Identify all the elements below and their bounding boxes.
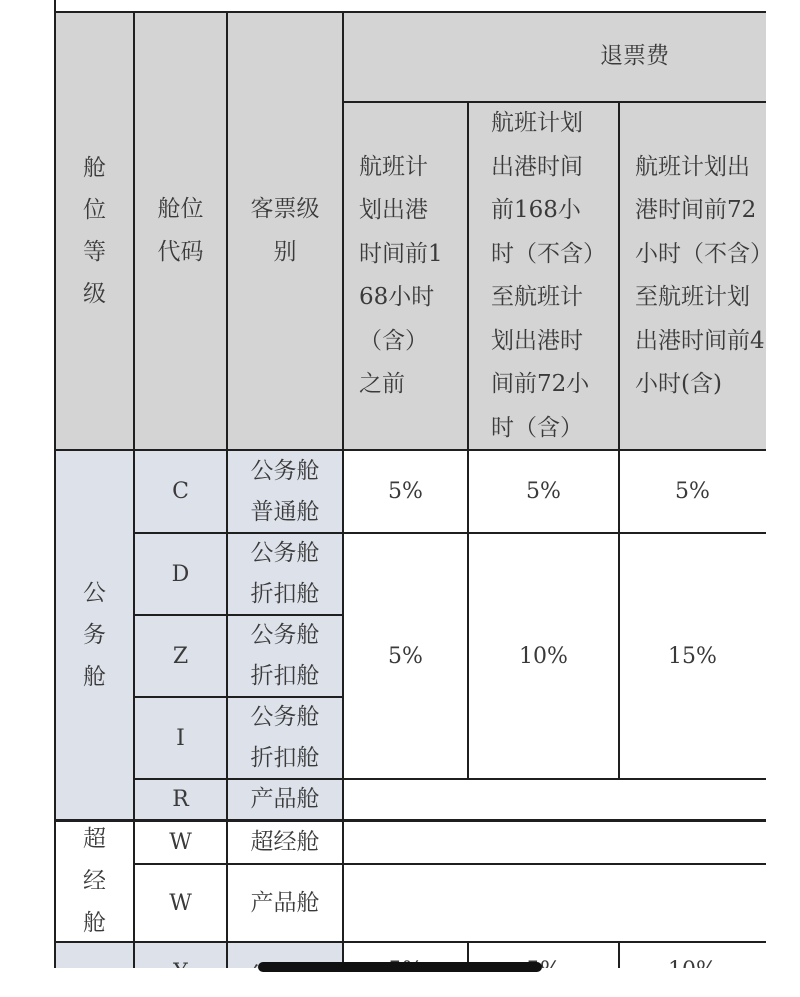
group-business: 公务舱 <box>55 450 134 820</box>
grid-line <box>342 101 766 103</box>
level-cell: 公务舱折扣舱 <box>227 533 343 615</box>
merged-fee-cell: 15% <box>619 533 766 779</box>
grid-line <box>618 102 620 779</box>
merged-fee-cell: 5% <box>343 533 468 779</box>
grid-line <box>133 12 135 968</box>
level-cell: 公务舱普通舱 <box>227 450 343 533</box>
code-cell: I <box>134 697 227 779</box>
grid-line <box>54 941 766 943</box>
empty-fee-cell <box>343 864 766 942</box>
empty-fee-cell <box>343 779 766 820</box>
grid-line <box>133 778 766 780</box>
level-cell: 产品舱 <box>227 779 343 820</box>
grid-line <box>133 532 766 534</box>
header-period-3: 航班计划出港时间前72小时（不含）至航班计划出港时间前4小时(含) <box>619 102 766 450</box>
fee-cell: 5% <box>343 450 468 533</box>
grid-line <box>133 614 343 616</box>
grid-line <box>133 863 766 865</box>
grid-line <box>467 102 469 779</box>
code-cell: R <box>134 779 227 820</box>
group-super-economy: 超经舱 <box>55 820 134 942</box>
merged-fee-cell: 10% <box>468 533 619 779</box>
grid-line <box>342 12 344 968</box>
grid-line <box>54 11 766 13</box>
level-cell: 超经舱 <box>227 820 343 864</box>
grid-line <box>618 942 620 968</box>
header-period-1: 航班计划出港时间前168小时（含）之前 <box>343 102 468 450</box>
code-cell: D <box>134 533 227 615</box>
empty-fee-cell <box>343 820 766 864</box>
level-cell: 产品舱 <box>227 864 343 942</box>
header-ticket-level: 客票级别 <box>227 12 343 450</box>
home-indicator[interactable] <box>258 962 542 972</box>
grid-line <box>133 696 343 698</box>
grid-line <box>54 819 766 822</box>
code-cell: Z <box>134 615 227 697</box>
code-cell: W <box>134 864 227 942</box>
header-cabin-class: 舱位等级 <box>55 12 134 450</box>
header-cabin-code: 舱位代码 <box>134 12 227 450</box>
grid-line <box>226 12 228 968</box>
fee-cell: 5% <box>619 450 766 533</box>
code-cell: W <box>134 820 227 864</box>
header-period-2: 航班计划出港时间前168小时（不含）至航班计划出港时间前72小时（含） <box>468 102 619 450</box>
level-cell: 公务舱折扣舱 <box>227 615 343 697</box>
grid-line <box>54 449 766 451</box>
grid-line <box>54 0 56 968</box>
header-refund-fee: 退票费 <box>343 12 766 102</box>
fee-cell: 5% <box>468 450 619 533</box>
code-cell: C <box>134 450 227 533</box>
level-cell: 公务舱折扣舱 <box>227 697 343 779</box>
